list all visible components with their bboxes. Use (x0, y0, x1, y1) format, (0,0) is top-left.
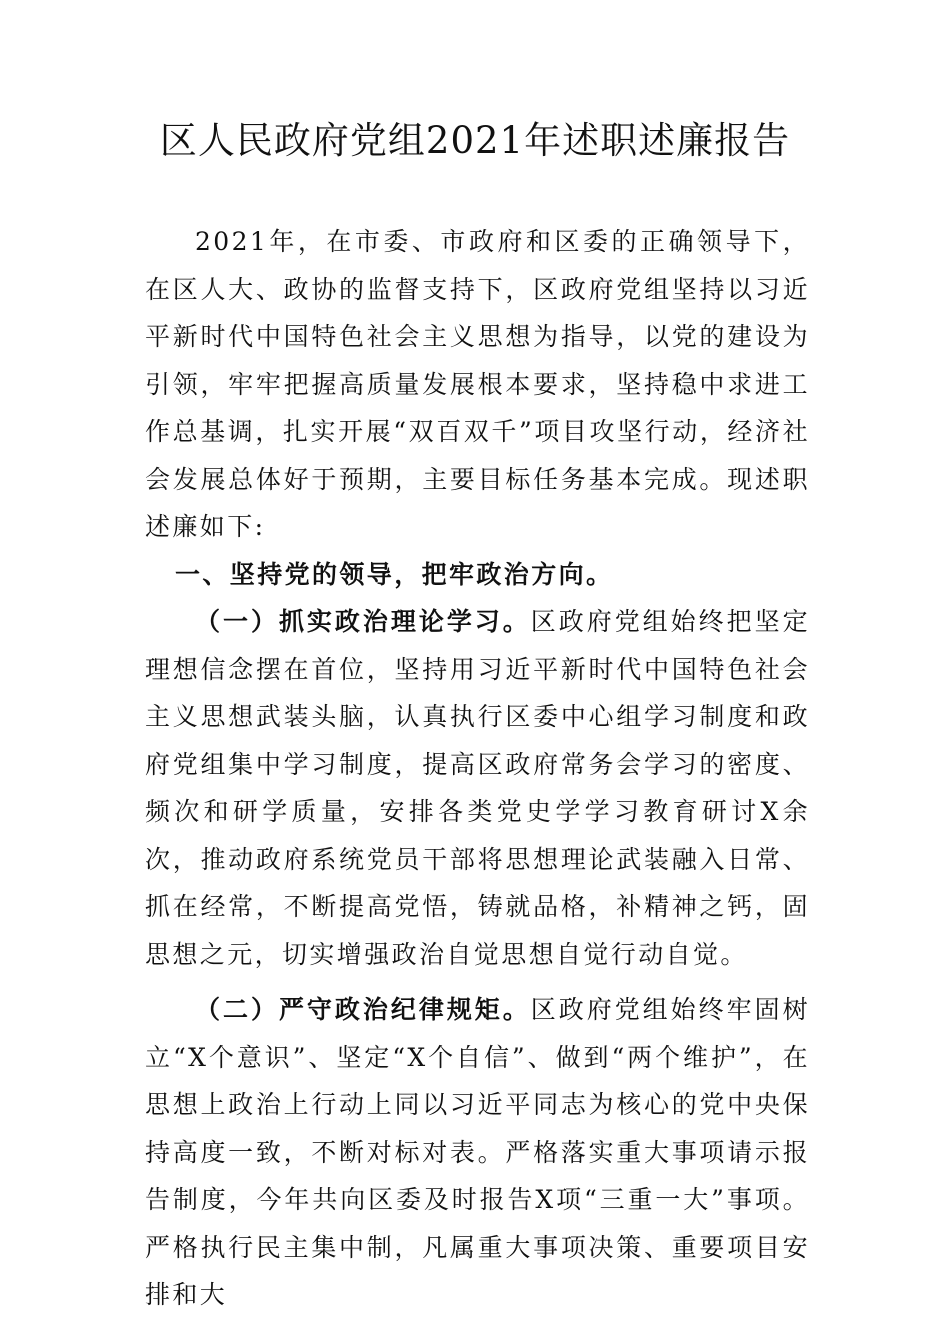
subsection-paragraph-1 (145, 598, 810, 978)
subsection-paragraph-2 (145, 986, 810, 1319)
subsection-text-2: 区政府党组始终牢固树立“X个意识”、坚定“X个自信”、做到“两个维护”，在思想上政治上行动上同以习近平同志为核心的党中央保持高度一致，不断对标对表。严格落实重大事项请示报告制度，今年共向区委及时报告X项“三重一大”事项。严格执行民主集中制，凡属重大事项决策、重要项目安排和大 (145, 995, 810, 1309)
document-title: 区人民政府党组2021年述职述廉报告 (159, 119, 791, 162)
subsection-text-1: 区政府党组始终把坚定理想信念摆在首位，坚持用习近平新时代中国特色社会主义思想武装头脑，认真执行区委中心组学习制度和政府党组集中学习制度，提高区政府常务会学习的密度、频次和研学质量，安排各类党史学学习教育研讨X余次，推动政府系统党员干部将思想理论武装融入日常、抓在经常，不断提高党悟，铸就品格，补精神之钙，固思想之元，切实增强政治自觉思想自觉行动自觉。 (145, 607, 810, 969)
document-body (145, 218, 810, 1319)
section-heading-1: 一、坚持党的领导，把牢政治方向。 (175, 559, 614, 589)
subsection-title-2: （二）严守政治纪律规矩。 (195, 995, 531, 1024)
subsection-title-1: （一）抓实政治理论学习。 (195, 607, 531, 636)
intro-paragraph: 2021年，在市委、市政府和区委的正确领导下，在区人大、政协的监督支持下，区政府党组坚持以习近平新时代中国特色社会主义思想为指导，以党的建设为引领，牢牢把握高质量发展根本要求，坚持稳中求进工作总基调，扎实开展“双百双千”项目攻坚行动，经济社会发展总体好于预期，主要目标任务基本完成。现述职述廉如下: (145, 227, 810, 541)
